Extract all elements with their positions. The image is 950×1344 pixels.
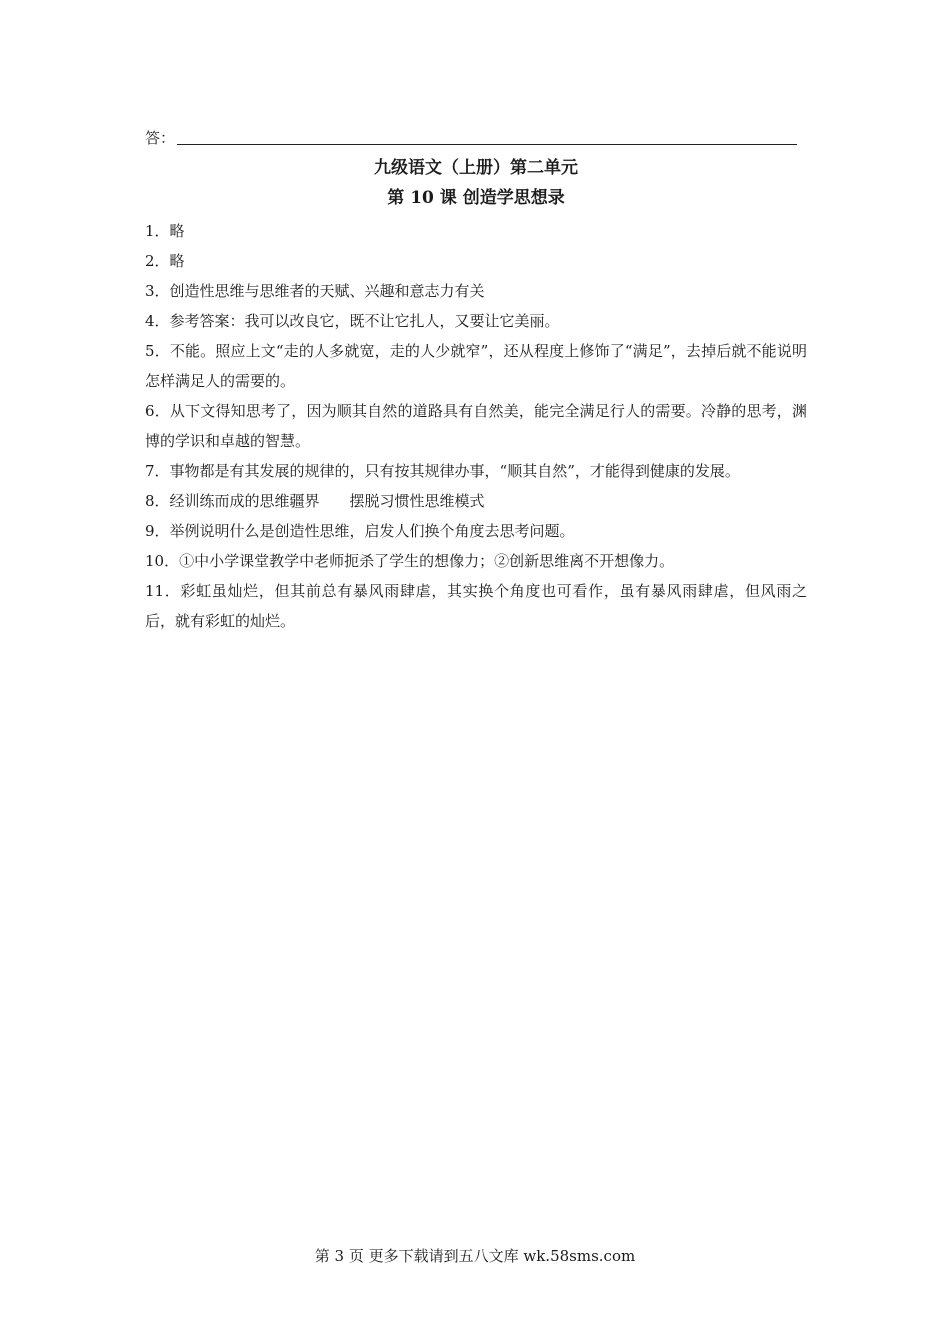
answer-line [145,126,797,148]
answer-item-4: 4．参考答案：我可以改良它，既不让它扎人，又要让它美丽。 [145,312,560,330]
answer-item-3: 3．创造性思维与思维者的天赋、兴趣和意志力有关 [145,282,485,300]
answer-label: 答： [145,129,176,147]
answer-item-1: 1．略 [145,222,185,240]
answer-underline [177,143,797,145]
lesson-title: 第 10 课 创造学思想录 [387,188,565,208]
answer-item-5: 5．不能。照应上文“走的人多就宽，走的人少就窄”，还从程度上修饰了“满足”，去掉后就不能说明怎样满足人的需要的。 [145,342,807,390]
answer-item-2: 2．略 [145,252,185,270]
unit-title: 九级语文（上册）第二单元 [374,158,578,178]
answer-item-9: 9．举例说明什么是创造性思维，启发人们换个角度去思考问题。 [145,522,575,540]
answer-item-7: 7．事物都是有其发展的规律的，只有按其规律办事，“顺其自然”，才能得到健康的发展。 [145,462,740,480]
answer-list [145,216,807,636]
answer-item-11: 11．彩虹虽灿烂，但其前总有暴风雨肆虐，其实换个角度也可看作，虽有暴风雨肆虐，但风雨之后，就有彩虹的灿烂。 [145,582,807,630]
page-footer: 第 3 页 更多下载请到五八文库 wk.58sms.com [314,1247,636,1265]
answer-item-6: 6．从下文得知思考了，因为顺其自然的道路具有自然美，能完全满足行人的需要。冷静的思考，渊博的学识和卓越的智慧。 [145,402,807,450]
answer-item-10: 10．①中小学课堂教学中老师扼杀了学生的想像力；②创新思维离不开想像力。 [145,552,675,570]
answer-item-8: 8．经训练而成的思维疆界 摆脱习惯性思维模式 [145,492,485,510]
